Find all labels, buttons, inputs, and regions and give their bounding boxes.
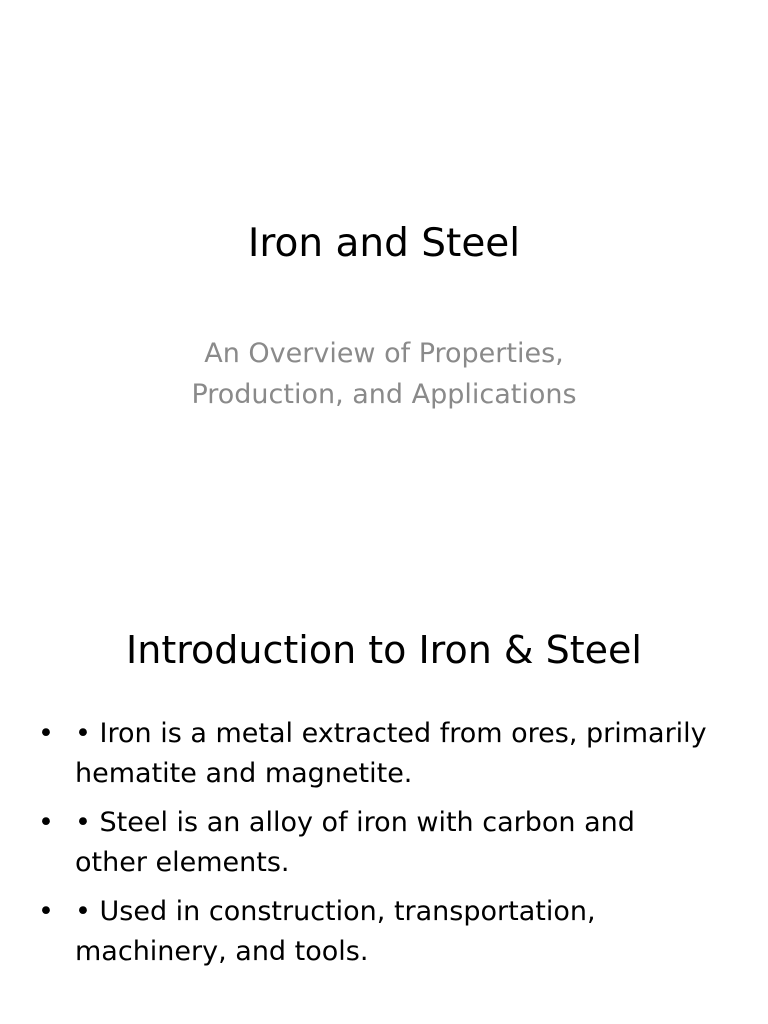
bullet-marker: • [38,718,54,749]
intro-slide [0,576,768,1024]
subtitle-line: Production, and Applications [191,379,577,410]
bullet-text: machinery, and tools. [75,936,369,967]
bullet-item [38,714,738,794]
bullet-text: hematite and magnetite. [75,758,413,789]
bullet-item [38,803,738,883]
bullet-text: • Steel is an alloy of iron with carbon and [75,807,635,838]
bullet-item [38,892,738,972]
bullet-text: other elements. [75,847,290,878]
slide-title: Iron and Steel [247,221,521,266]
slide-title: Introduction to Iron & Steel [126,628,642,672]
bullet-marker: • [38,807,54,838]
bullet-marker: • [38,896,54,927]
subtitle-line: An Overview of Properties, [204,338,564,369]
bullet-list [38,714,738,981]
bullet-text: • Used in construction, transportation, [75,896,596,927]
bullet-text: • Iron is a metal extracted from ores, primarily [75,718,707,749]
slide-subtitle [120,333,648,415]
